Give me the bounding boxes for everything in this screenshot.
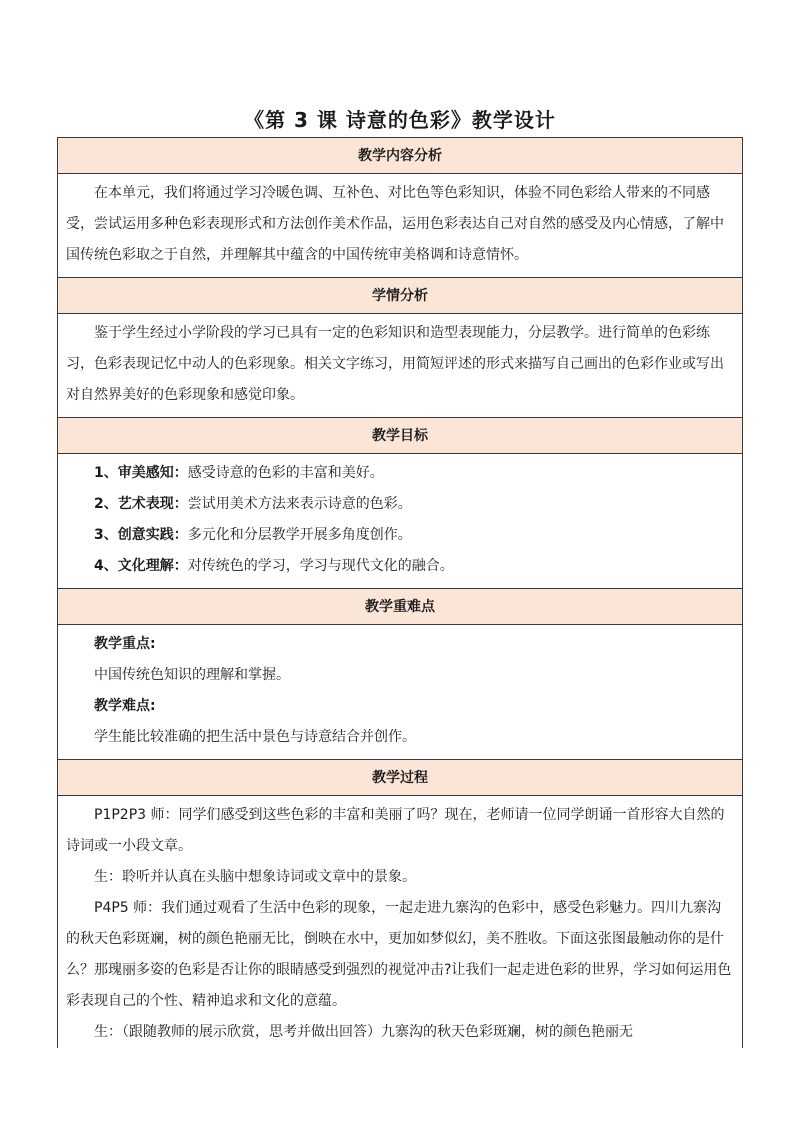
process-header: 教学过程: [58, 760, 742, 796]
objectives-section: [58, 454, 742, 589]
focus-text: 中国传统色知识的理解和掌握。: [94, 667, 290, 683]
objective-item: [66, 489, 735, 520]
process-paragraph: 生：（跟随教师的展示欣赏，思考并做出回答）九寨沟的秋天色彩斑斓，树的颜色艳丽无: [94, 1024, 633, 1040]
focus-label: 教学重点:: [94, 636, 156, 652]
student-analysis-paragraph: 鉴于学生经过小学阶段的学习已具有一定的色彩知识和造型表现能力，分层教学。进行简单的色彩练习，色彩表现记忆中动人的色彩现象。相关文字练习，用简短评述的形式来描写自己画出的色彩作业或写出对自然界美好的色彩现象和感觉印象。: [66, 325, 724, 403]
process-section: [58, 796, 742, 1048]
difficulty-label: 教学难点:: [94, 698, 156, 714]
content-analysis-header: 教学内容分析: [58, 138, 742, 174]
objectives-header: 教学目标: [58, 418, 742, 454]
objective-item: [66, 458, 735, 489]
student-analysis-header: 学情分析: [58, 278, 742, 314]
content-analysis-paragraph: 在本单元，我们将通过学习冷暖色调、互补色、对比色等色彩知识，体验不同色彩给人带来的不同感受，尝试运用多种色彩表现形式和方法创作美术作品，运用色彩表达自己对自然的感受及内心情感，了解中国传统色彩取之于自然，并理解其中蕴含的中国传统审美格调和诗意情怀。: [66, 185, 724, 263]
objective-item: [66, 520, 735, 551]
objective-label: 3、创意实践：: [94, 527, 188, 543]
objective-item: [66, 551, 735, 582]
objective-label: 4、文化理解：: [94, 558, 188, 574]
process-paragraph: 生：聆听并认真在头脑中想象诗词或文章中的景象。: [94, 869, 416, 885]
objective-label: 1、审美感知：: [94, 465, 188, 481]
lesson-plan-table: [57, 137, 743, 1048]
process-paragraph: P4P5 师：我们通过观看了生活中色彩的现象，一起走进九寨沟的色彩中，感受色彩魅力。四川九寨沟的秋天色彩斑斓，树的颜色艳丽无比，倒映在水中，更加如梦似幻，美不胜收。下面这张图最触动你的是什么？那瑰丽多姿的色彩是否让你的眼睛感受到强烈的视觉冲击?让我们一起走进色彩的世界，学习如何运用色彩表现自己的个性、精神追求和文化的意蕴。: [66, 900, 732, 1009]
key-points-section: [58, 625, 742, 760]
key-points-header: 教学重难点: [58, 589, 742, 625]
student-analysis-section: [58, 314, 742, 418]
document-title: 《第 3 课 诗意的色彩》教学设计: [244, 108, 556, 132]
objective-label: 2、艺术表现：: [94, 496, 188, 512]
objective-text: 感受诗意的色彩的丰富和美好。: [187, 465, 384, 481]
difficulty-text: 学生能比较准确的把生活中景色与诗意结合并创作。: [94, 729, 416, 745]
objective-text: 对传统色的学习，学习与现代文化的融合。: [187, 558, 454, 574]
objective-text: 多元化和分层教学开展多角度创作。: [187, 527, 412, 543]
process-paragraph: P1P2P3 师：同学们感受到这些色彩的丰富和美丽了吗？现在，老师请一位同学朗诵一首形容大自然的诗词或一小段文章。: [66, 807, 725, 854]
content-analysis-section: [58, 174, 742, 278]
objective-text: 尝试用美术方法来表示诗意的色彩。: [187, 496, 412, 512]
